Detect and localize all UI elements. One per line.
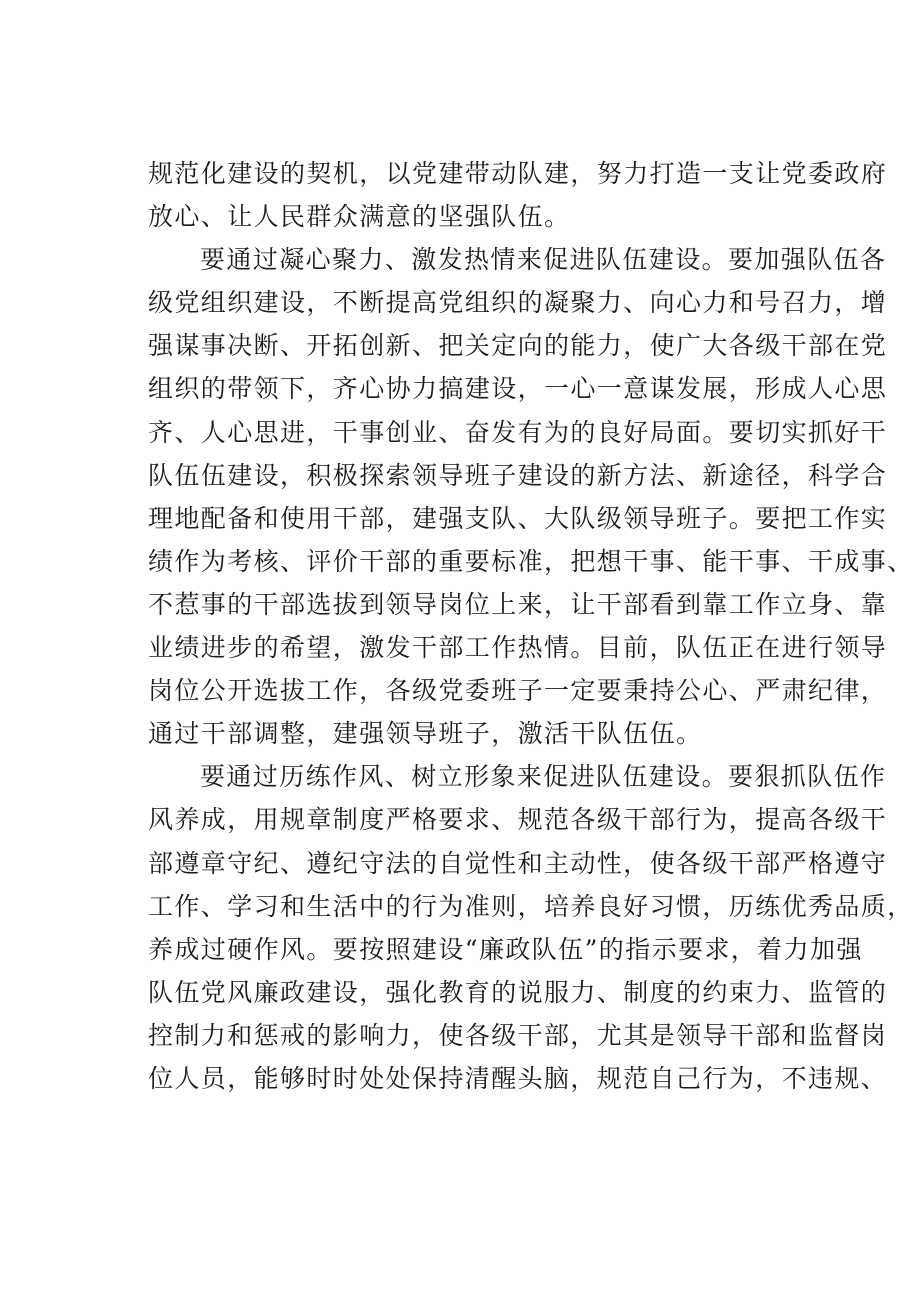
text-line: 通过干部调整，建强领导班子，激活干队伍伍。 [148, 719, 703, 749]
text-line: 放心、让人民群众满意的坚强队伍。 [148, 202, 571, 232]
text-line: 队伍党风廉政建设，强化教育的说服力、制度的约束力、监管的 [148, 977, 888, 1007]
text-line: 业绩进步的希望，激发干部工作热情。目前，队伍正在进行领导 [148, 633, 888, 663]
text-line: 理地配备和使用干部，建强支队、大队级领导班子。要把工作实 [148, 503, 888, 533]
text-line: 强谋事决断、开拓创新、把关定向的能力，使广大各级干部在党 [148, 331, 888, 361]
text-line: 工作、学习和生活中的行为准则，培养良好习惯，历练优秀品质， [148, 891, 914, 921]
text-line: 岗位公开选拔工作，各级党委班子一定要秉持公心、严肃纪律， [148, 676, 888, 706]
text-line: 位人员，能够时时处处保持清醒头脑，规范自己行为，不违规、 [148, 1063, 888, 1093]
body-text [148, 152, 914, 1100]
text-line: 风养成，用规章制度严格要求、规范各级干部行为，提高各级干 [148, 805, 888, 835]
text-line: 绩作为考核、评价干部的重要标准，把想干事、能干事、干成事、 [148, 546, 914, 576]
text-line: 部遵章守纪、遵纪守法的自觉性和主动性，使各级干部严格遵守 [148, 848, 888, 878]
paragraph-start-line: 要通过历练作风、树立形象来促进队伍建设。要狠抓队伍作 [200, 762, 887, 792]
text-line: 级党组织建设，不断提高党组织的凝聚力、向心力和号召力，增 [148, 288, 888, 318]
text-line: 队伍伍建设，积极探索领导班子建设的新方法、新途径，科学合 [148, 460, 888, 490]
text-line: 养成过硬作风。要按照建设“廉政队伍”的指示要求，着力加强 [148, 934, 863, 964]
text-line: 规范化建设的契机，以党建带动队建，努力打造一支让党委政府 [148, 159, 888, 188]
text-line: 不惹事的干部选拔到领导岗位上来，让干部看到靠工作立身、靠 [148, 589, 888, 619]
text-line: 组织的带领下，齐心协力搞建设，一心一意谋发展，形成人心思 [148, 374, 888, 404]
text-line: 控制力和惩戒的影响力，使各级干部，尤其是领导干部和监督岗 [148, 1020, 888, 1050]
text-line: 齐、人心思进，干事创业、奋发有为的良好局面。要切实抓好干 [148, 417, 888, 447]
paragraph-start-line: 要通过凝心聚力、激发热情来促进队伍建设。要加强队伍各 [200, 245, 887, 275]
